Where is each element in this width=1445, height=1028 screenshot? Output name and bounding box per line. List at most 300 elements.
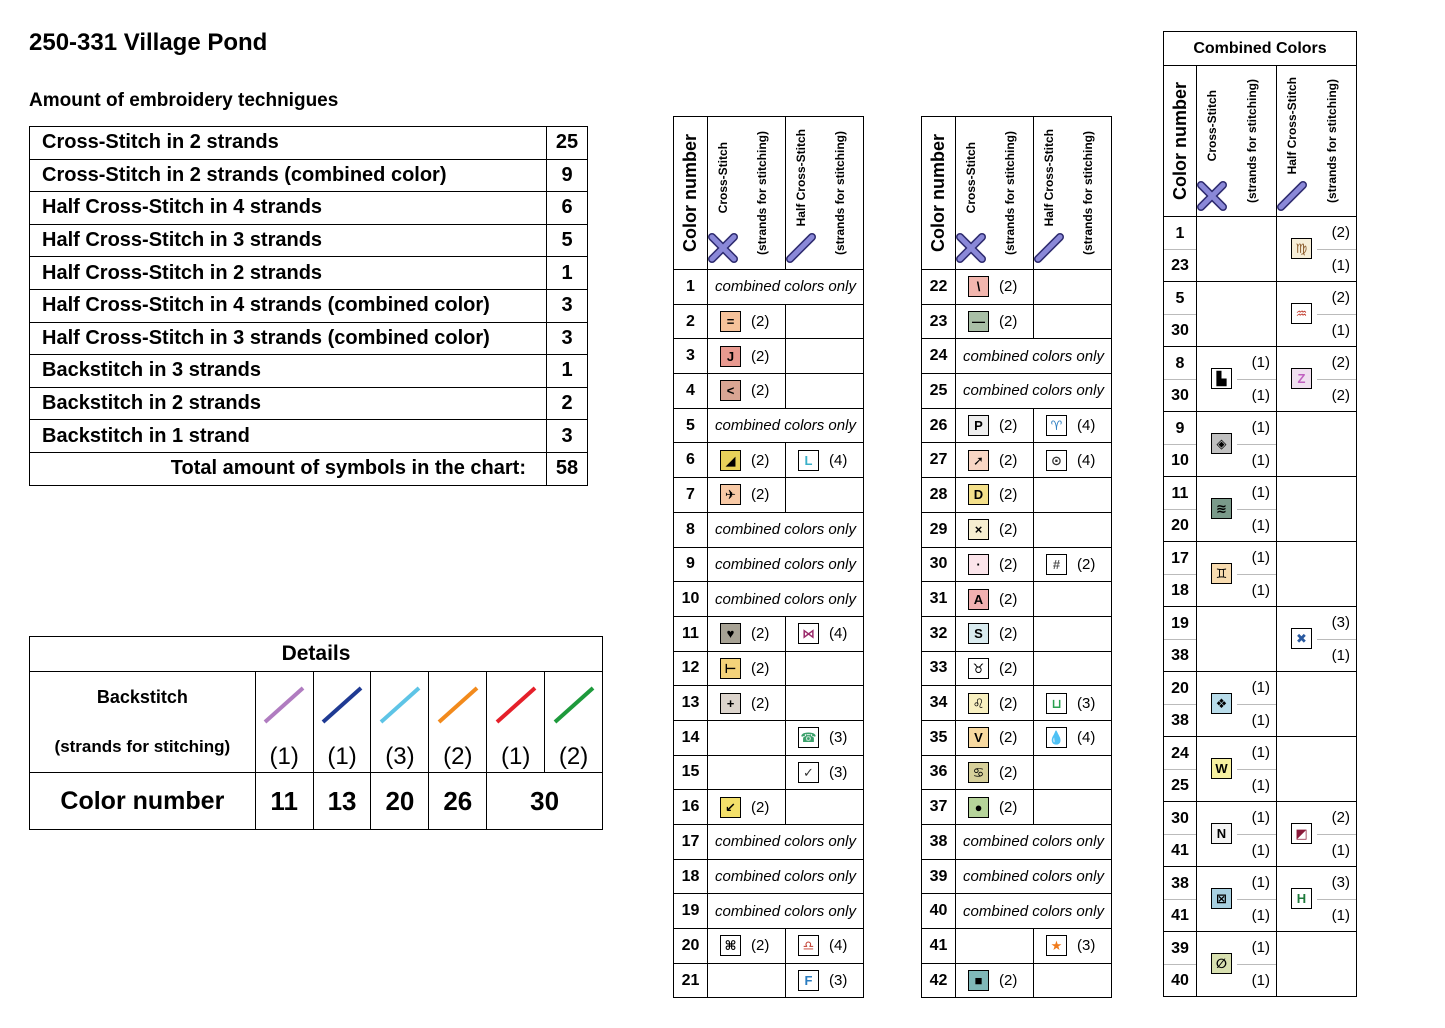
key-row [674,339,864,374]
strand-count: (2) [999,417,1018,435]
symbol-swatch: ◢ [720,450,741,471]
combined-color-number: 1 [1164,218,1196,250]
symbol-swatch: ∅ [1211,953,1232,974]
strand-count: (1) [1251,971,1270,989]
key-row [674,720,864,755]
amount-row [30,159,588,192]
strands-header-label: (strands for stitching) [1080,130,1095,255]
key-row [674,374,864,409]
strand-count: (3) [829,972,848,990]
symbol-swatch: Z [1291,368,1312,389]
combined-cross-cell [1197,737,1277,802]
symbol-swatch: ♌ [968,693,989,714]
strand-count: (1) [1331,321,1350,339]
combined-title: Combined Colors [1164,32,1357,66]
key-row [922,408,1112,443]
symbol-swatch: ✈ [720,484,741,505]
combined-row [1164,412,1357,477]
combined-half-cell [1277,217,1357,282]
page-title: 250-331 Village Pond [29,29,268,56]
cross-stitch-cell [956,478,1034,513]
cross-header-label: Cross-Stitch [716,142,730,214]
half-stitch-cell [1034,790,1112,825]
key-color-number: 37 [922,790,956,825]
combined-half-cell [1277,867,1357,932]
backstitch-line [320,685,364,725]
combined-half-cell [1277,672,1357,737]
key-color-number: 25 [922,374,956,409]
combined-only-note: combined colors only [708,512,864,547]
backstitch-strands: (2) [443,743,473,770]
key-header-row [674,117,864,270]
strands-header-label: (strands for stitching) [754,130,769,255]
strand-count: (2) [751,625,770,643]
combined-cross-cell [1197,802,1277,867]
key-row [674,478,864,513]
strand-count: (2) [999,521,1018,539]
amount-label: Backstitch in 1 strand [30,420,547,453]
key-row [922,755,1112,790]
combined-cross-cell [1197,867,1277,932]
strands-header-label: (strands for stitching) [1244,78,1259,203]
backstitch-label: Backstitch [96,687,188,707]
amount-label: Total amount of symbols in the chart: [30,452,547,485]
symbol-swatch: ✖ [1291,628,1312,649]
key-color-number: 18 [674,859,708,894]
strand-count: (3) [1077,694,1096,712]
combined-cross-cell [1197,477,1277,542]
key-row [674,443,864,478]
strand-count: (2) [751,347,770,365]
key-row [922,894,1112,929]
symbol-swatch: ♒ [1291,303,1312,324]
combined-color-number: 25 [1171,776,1189,794]
key-row [674,547,864,582]
combined-cross-cell [1197,217,1277,282]
combined-color-number: 9 [1164,413,1196,445]
key-row [922,963,1112,998]
amount-label: Cross-Stitch in 2 strands (combined color) [30,159,547,192]
strand-count: (1) [1331,841,1350,859]
combined-only-note: combined colors only [956,894,1112,929]
half-stitch-cell [786,616,864,651]
strand-count: (2) [999,590,1018,608]
combined-row [1164,217,1357,282]
strand-count: (2) [1331,386,1350,404]
half-stitch-cell [1034,512,1112,547]
symbol-swatch: P [968,415,989,436]
strand-count: (4) [829,937,848,955]
symbol-swatch: ⊢ [720,658,741,679]
half-header [786,117,864,270]
symbol-swatch: ⊙ [1046,450,1067,471]
combined-color-number: 30 [1164,803,1196,835]
strand-count: (2) [1331,224,1350,241]
key-row [674,929,864,964]
strand-count: (1) [1331,256,1350,274]
key-row [922,582,1112,617]
strand-count: (4) [1077,729,1096,747]
half-header-label: Half Cross-Stitch [1042,129,1056,227]
amount-row [30,224,588,257]
strand-count: (2) [751,694,770,712]
key-row [674,963,864,998]
amount-value: 9 [547,159,588,192]
combined-color-number: 24 [1164,738,1196,770]
combined-color-numbers [1164,672,1197,737]
strand-count: (1) [1251,484,1270,501]
key-color-number: 10 [674,582,708,617]
cross-stitch-cell [956,755,1034,790]
section-subtitle: Amount of embroidery technigues [29,90,339,111]
combined-only-note: combined colors only [956,374,1112,409]
symbol-swatch: = [720,311,741,332]
half-stitch-cell [1034,408,1112,443]
backstitch-line [436,685,480,725]
key-table-2 [921,116,1112,998]
amount-row [30,322,588,355]
key-color-number: 34 [922,686,956,721]
combined-color-number: 39 [1164,933,1196,965]
cross-stitch-cell [956,720,1034,755]
color-number-header [922,117,956,270]
key-color-number: 20 [674,929,708,964]
strand-count: (2) [751,313,770,331]
combined-color-numbers [1164,477,1197,542]
symbol-swatch: — [968,311,989,332]
strand-count: (1) [1251,386,1270,404]
half-stitch-cell [786,651,864,686]
half-stitch-cell [1034,755,1112,790]
cross-stitch-cell [708,374,786,409]
backstitch-color-number: 20 [371,773,429,830]
key-color-number: 8 [674,512,708,547]
half-stitch-cell [1034,582,1112,617]
amount-value: 3 [547,420,588,453]
amount-value: 5 [547,224,588,257]
symbol-swatch: ✓ [798,762,819,783]
cross-stitch-cell [956,304,1034,339]
strand-count: (1) [1251,809,1270,826]
amount-label: Backstitch in 2 strands [30,387,547,420]
half-stitch-cell [1034,720,1112,755]
symbol-swatch: ⌘ [720,935,741,956]
cross-stitch-cell [708,443,786,478]
strands-header-label: (strands for stitching) [1002,130,1017,255]
amount-label: Half Cross-Stitch in 3 strands (combined color) [30,322,547,355]
key-color-number: 41 [922,929,956,964]
cross-stitch-cell [956,512,1034,547]
combined-color-number: 19 [1164,608,1196,640]
symbol-swatch: < [720,380,741,401]
cross-stitch-cell [956,929,1034,964]
strand-count: (2) [1331,354,1350,371]
half-header [1034,117,1112,270]
strand-count: (2) [999,486,1018,504]
cross-stitch-icon [1197,181,1227,211]
combined-half-cell [1277,412,1357,477]
key-row [674,651,864,686]
key-color-number: 40 [922,894,956,929]
half-stitch-cell [786,443,864,478]
details-table [29,636,603,830]
amount-row [30,289,588,322]
symbol-swatch: N [1211,823,1232,844]
combined-color-numbers [1164,867,1197,932]
key-row [922,651,1112,686]
strand-count: (2) [1077,555,1096,573]
strand-count: (1) [1251,516,1270,534]
backstitch-cell [371,672,429,773]
combined-only-note: combined colors only [708,582,864,617]
key-color-number: 24 [922,339,956,374]
cross-header [708,117,786,270]
backstitch-cell [487,672,545,773]
half-stitch-cell [1034,547,1112,582]
amount-table [29,126,588,486]
key-row [674,755,864,790]
backstitch-line [378,685,422,725]
strand-count: (1) [1251,776,1270,794]
key-row [922,547,1112,582]
backstitch-line [552,685,596,725]
half-stitch-cell [786,686,864,721]
combined-row [1164,347,1357,412]
strand-count: (4) [829,451,848,469]
key-row [922,720,1112,755]
combined-color-number: 40 [1171,971,1189,989]
cross-stitch-cell [708,929,786,964]
combined-color-number: 20 [1171,516,1189,534]
cross-stitch-cell [956,443,1034,478]
combined-color-number: 17 [1164,543,1196,575]
cross-stitch-cell [708,651,786,686]
half-stitch-cell [1034,686,1112,721]
combined-color-numbers [1164,802,1197,867]
key-row [922,616,1112,651]
combined-color-number: 41 [1171,906,1189,924]
cross-stitch-cell [708,755,786,790]
half-stitch-cell [786,478,864,513]
combined-color-number: 8 [1164,348,1196,380]
symbol-swatch: ● [968,797,989,818]
combined-color-number: 30 [1171,386,1189,404]
key-row [674,790,864,825]
combined-row [1164,737,1357,802]
strand-count: (1) [1251,549,1270,566]
key-color-number: 23 [922,304,956,339]
key-row [674,408,864,443]
color-number-header [674,117,708,270]
half-cross-stitch-icon [1277,181,1307,211]
half-stitch-cell [786,339,864,374]
symbol-swatch: ♎ [798,935,819,956]
combined-cross-cell [1197,607,1277,672]
cross-stitch-cell [708,963,786,998]
symbol-swatch: + [720,693,741,714]
key-table-1 [673,116,864,998]
amount-label: Half Cross-Stitch in 3 strands [30,224,547,257]
half-cross-stitch-icon [786,233,816,263]
combined-color-number: 38 [1164,868,1196,900]
half-stitch-cell [786,374,864,409]
strand-count: (2) [999,763,1018,781]
symbol-swatch: ◈ [1211,433,1232,454]
strand-count: (1) [1331,906,1350,924]
symbol-swatch: V [968,727,989,748]
backstitch-cell [313,672,371,773]
amount-value: 2 [547,387,588,420]
half-stitch-cell [786,720,864,755]
key-row [674,270,864,305]
backstitch-strands: (3) [385,743,415,770]
combined-only-note: combined colors only [956,339,1112,374]
amount-label: Half Cross-Stitch in 4 strands [30,192,547,225]
key-row [922,478,1112,513]
key-row [922,859,1112,894]
combined-color-number: 30 [1171,321,1189,339]
cross-header-label: Cross-Stitch [964,142,978,214]
key-color-number: 21 [674,963,708,998]
key-color-number: 14 [674,720,708,755]
symbol-swatch: ▙ [1211,368,1232,389]
symbol-swatch: D [968,484,989,505]
cross-header [956,117,1034,270]
half-stitch-cell [786,963,864,998]
half-stitch-cell [786,304,864,339]
cross-stitch-cell [956,547,1034,582]
key-color-number: 9 [674,547,708,582]
key-color-number: 13 [674,686,708,721]
amount-row [30,452,588,485]
cross-stitch-cell [956,686,1034,721]
key-row [674,304,864,339]
combined-color-number: 23 [1171,256,1189,274]
combined-row [1164,542,1357,607]
backstitch-line [262,685,306,725]
strand-count: (2) [751,486,770,504]
symbol-swatch: 💧 [1046,727,1067,748]
symbol-swatch: H [1291,888,1312,909]
key-row [922,304,1112,339]
key-color-number: 4 [674,374,708,409]
key-row [922,825,1112,860]
strand-count: (2) [999,694,1018,712]
combined-header-row [1164,66,1357,217]
key-row [674,686,864,721]
half-stitch-cell [786,929,864,964]
key-color-number: 42 [922,963,956,998]
key-color-number: 12 [674,651,708,686]
backstitch-color-number: 26 [429,773,487,830]
symbol-swatch: ♈ [1046,415,1067,436]
symbol-swatch: ♉ [968,658,989,679]
strand-count: (1) [1251,451,1270,469]
combined-half-cell [1277,282,1357,347]
combined-color-number: 20 [1164,673,1196,705]
strand-count: (3) [829,729,848,747]
combined-half-cell [1277,542,1357,607]
key-row [922,790,1112,825]
cross-stitch-cell [956,651,1034,686]
combined-cross-cell [1197,282,1277,347]
symbol-swatch: ♊ [1211,563,1232,584]
combined-color-number: 10 [1171,451,1189,469]
combined-only-note: combined colors only [708,859,864,894]
key-color-number: 5 [674,408,708,443]
symbol-swatch: ➚ [968,450,989,471]
cross-stitch-cell [956,963,1034,998]
combined-cross-cell [1197,672,1277,737]
symbol-swatch: ◩ [1291,823,1312,844]
combined-only-note: combined colors only [708,547,864,582]
cross-stitch-cell [708,790,786,825]
combined-colors-table [1163,31,1357,997]
color-number-header-label: Color number [680,133,700,252]
key-row [922,270,1112,305]
combined-only-note: combined colors only [708,408,864,443]
strand-count: (2) [999,278,1018,296]
combined-half-cell [1277,477,1357,542]
symbol-swatch: F [798,970,819,991]
cross-stitch-cell [708,478,786,513]
key-color-number: 36 [922,755,956,790]
combined-half-cell [1277,932,1357,997]
key-color-number: 15 [674,755,708,790]
combined-color-number: 11 [1164,478,1196,510]
half-stitch-cell [1034,270,1112,305]
symbol-swatch: ♍ [1291,238,1312,259]
strand-count: (2) [999,659,1018,677]
cross-stitch-cell [956,790,1034,825]
backstitch-strands: (2) [558,743,589,770]
amount-row [30,387,588,420]
half-cross-stitch-icon [1034,233,1064,263]
key-color-number: 17 [674,825,708,860]
color-number-header [1164,66,1197,217]
strand-count: (2) [751,382,770,400]
symbol-swatch: · [968,554,989,575]
combined-row [1164,607,1357,672]
strand-count: (1) [1251,581,1270,599]
color-number-header-label: Color number [1169,81,1190,200]
key-color-number: 31 [922,582,956,617]
strand-count: (1) [1251,354,1270,371]
half-stitch-cell [1034,651,1112,686]
symbol-swatch: ⊔ [1046,693,1067,714]
key-header-row [922,117,1112,270]
symbol-swatch: ♋ [968,762,989,783]
half-stitch-cell [1034,478,1112,513]
key-color-number: 39 [922,859,956,894]
backstitch-cell [545,672,603,773]
combined-row [1164,477,1357,542]
strand-count: (1) [1251,419,1270,436]
combined-row [1164,867,1357,932]
amount-row [30,192,588,225]
strand-count: (1) [1251,939,1270,956]
key-color-number: 27 [922,443,956,478]
amount-label: Cross-Stitch in 2 strands [30,127,547,160]
combined-color-numbers [1164,412,1197,477]
strands-label: (strands for stitching) [54,737,231,756]
backstitch-cell [429,672,487,773]
combined-cross-cell [1197,412,1277,477]
combined-half-cell [1277,737,1357,802]
amount-value: 1 [547,257,588,290]
cross-stitch-cell [956,408,1034,443]
half-header [1277,66,1357,217]
